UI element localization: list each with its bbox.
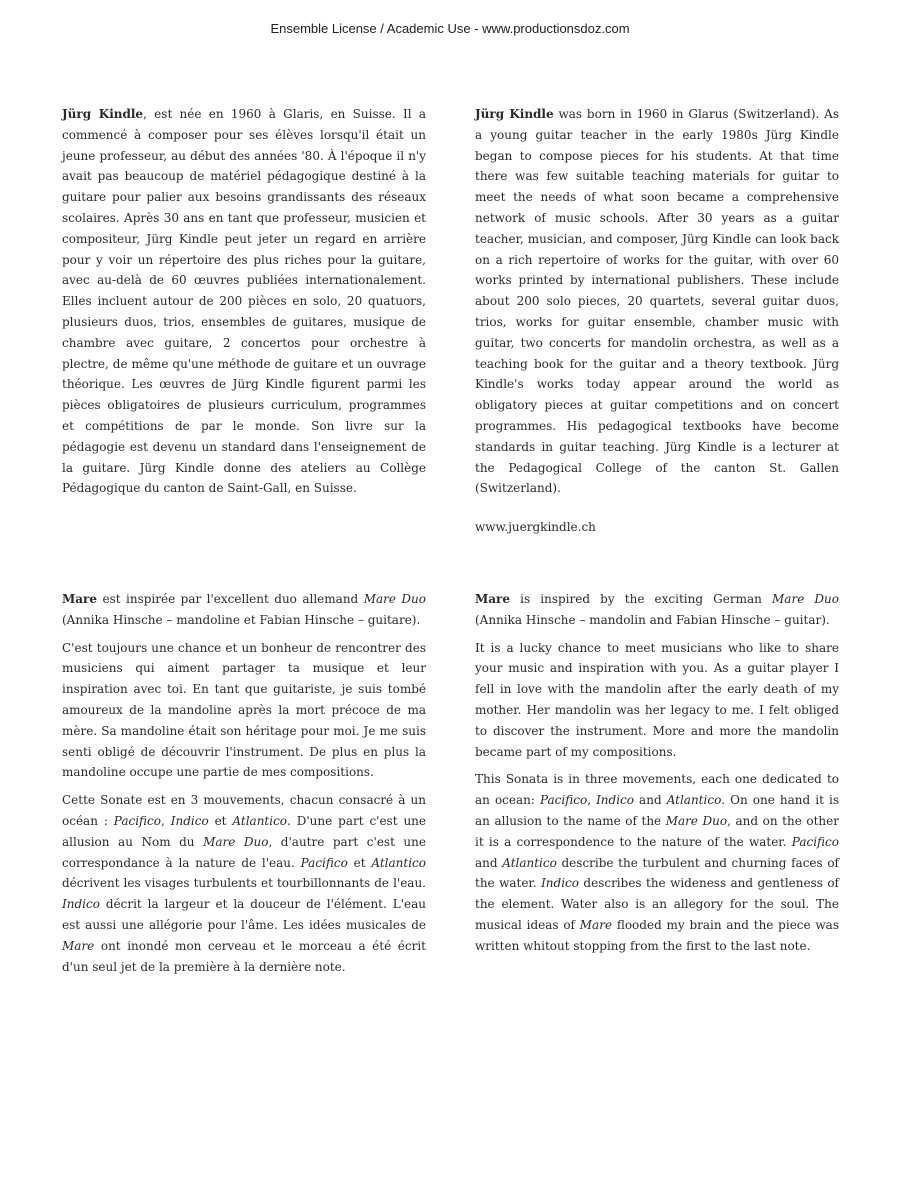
work-title: Mare xyxy=(62,592,98,606)
bio-english xyxy=(475,104,839,545)
work-title: Mare xyxy=(475,592,511,606)
composer-website: www.juergkindle.ch xyxy=(475,520,596,535)
mare-french-paragraph-3: Cette Sonate est en 3 mouvements, chacun consacré à un océan : Pacifico, Indico et Atlantico. D'une part c'est une allusion au Nom du Mare Duo, d'autre part c'est une correspondance à la nature de l'eau. Pacifico et Atlantico décrivent les visages turbulents et tourbillonnants de l'eau. Indico décrit la largeur et la douceur de l'élément. L'eau est aussi une allégorie pour l'âme. Les idées musicales de Mare ont inondé mon cerveau et le morceau a été écrit d'un seul jet de la première à la dernière note. xyxy=(62,793,427,974)
composer-name: Jürg Kindle xyxy=(62,107,144,121)
bio-french xyxy=(62,104,426,506)
mare-french-paragraph-2: C'est toujours une chance et un bonheur de rencontrer des musiciens qui aiment partager ta musique et leur inspiration avec toi. En tant que guitariste, je suis tombé amoureux de la mandoline après la mort précoce de ma mère. Sa mandoline était son héritage pour moi. Je me suis senti obligé de découvrir l'instrument. De plus en plus la mandoline occupe une partie de mes compositions. xyxy=(62,640,426,780)
mare-english-intro: Mare is inspired by the exciting German Mare Duo (Annika Hinsche – mandolin and Fabian Hinsche – guitar). xyxy=(475,592,840,627)
page-header: Ensemble License / Academic Use - www.productionsdoz.com xyxy=(270,21,630,36)
mare-english-paragraph-2: It is a lucky chance to meet musicians who like to share your music and inspiration with you. As a guitar player I fell in love with the mandolin after the early death of my mother. Her mandolin was her legacy to me. I felt obliged to discover the instrument. More and more the mandolin became part of my compositions. xyxy=(475,640,839,759)
mare-french-intro: Mare est inspirée par l'excellent duo allemand Mare Duo (Annika Hinsche – mandoline et Fabian Hinsche – guitare). xyxy=(62,592,426,627)
mare-english xyxy=(475,589,839,964)
bio-english-paragraph: Jürg Kindle was born in 1960 in Glarus (Switzerland). As a young guitar teacher in the early 1980s Jürg Kindle began to compose pieces for his students. At that time there was few suitable teaching materials for guitar to meet the needs of what soon became a comprehensive network of music schools. After 30 years as a guitar teacher, musician, and composer, Jürg Kindle can look back on a rich repertoire of works for the guitar, with over 60 works printed by international publishers. These include about 200 solo pieces, 20 quartets, several guitar duos, trios, works for guitar ensemble, chamber music with guitar, two concerts for mandolin orchestra, as well as a teaching book for the guitar and a theory textbook. Jürg Kindle's works today appear around the world as obligatory pieces at guitar competitions and on concert programmes. His pedagogical textbooks have become standards in guitar teaching. Jürg Kindle is a lecturer at the Pedagogical College of the canton St. Gallen (Switzerland). xyxy=(475,107,840,496)
bio-french-paragraph: Jürg Kindle, est née en 1960 à Glaris, en Suisse. Il a commencé à composer pour ses élèves lorsqu'il était un jeune professeur, au début des années '80. À l'époque il n'y avait pas beaucoup de matériel pédagogique destiné à la guitare pour palier aux besoins grandissants des réseaux scolaires. Après 30 ans en tant que professeur, musicien et compositeur, Jürg Kindle peut jeter un regard en arrière pour y voir un répertoire des plus riches pour la guitare, avec au-delà de 60 œuvres publiées internationalement. Elles incluent autour de 200 pièces en solo, 20 quatuors, plusieurs duos, trios, ensembles de guitares, musique de chambre avec guitare, 2 concertos pour orchestre à plectre, de même qu'une méthode de guitare et un ouvrage théorique. Les œuvres de Jürg Kindle figurent parmi les pièces obligatoires de plusieurs curriculum, programmes et compétitions de par le monde. Son livre sur la pédagogie est devenu un standard dans l'enseignement de la guitare. Jürg Kindle donne des ateliers au Collège Pédagogique du canton de Saint-Gall, en Suisse. xyxy=(62,107,427,496)
mare-english-paragraph-3: This Sonata is in three movements, each one dedicated to an ocean: Pacifico, Indico and Atlantico. On one hand it is an allusion to the name of the Mare Duo, and on the other it is a correspondence to the nature of the water. Pacifico and Atlantico describe the turbulent and churning faces of the water. Indico describes the wideness and gentleness of the element. Water also is an allegory for the soul. The musical ideas of Mare flooded my brain and the piece was written whitout stopping from the first to the last note. xyxy=(475,772,839,953)
composer-name: Jürg Kindle xyxy=(475,107,554,121)
mare-french xyxy=(62,589,426,984)
